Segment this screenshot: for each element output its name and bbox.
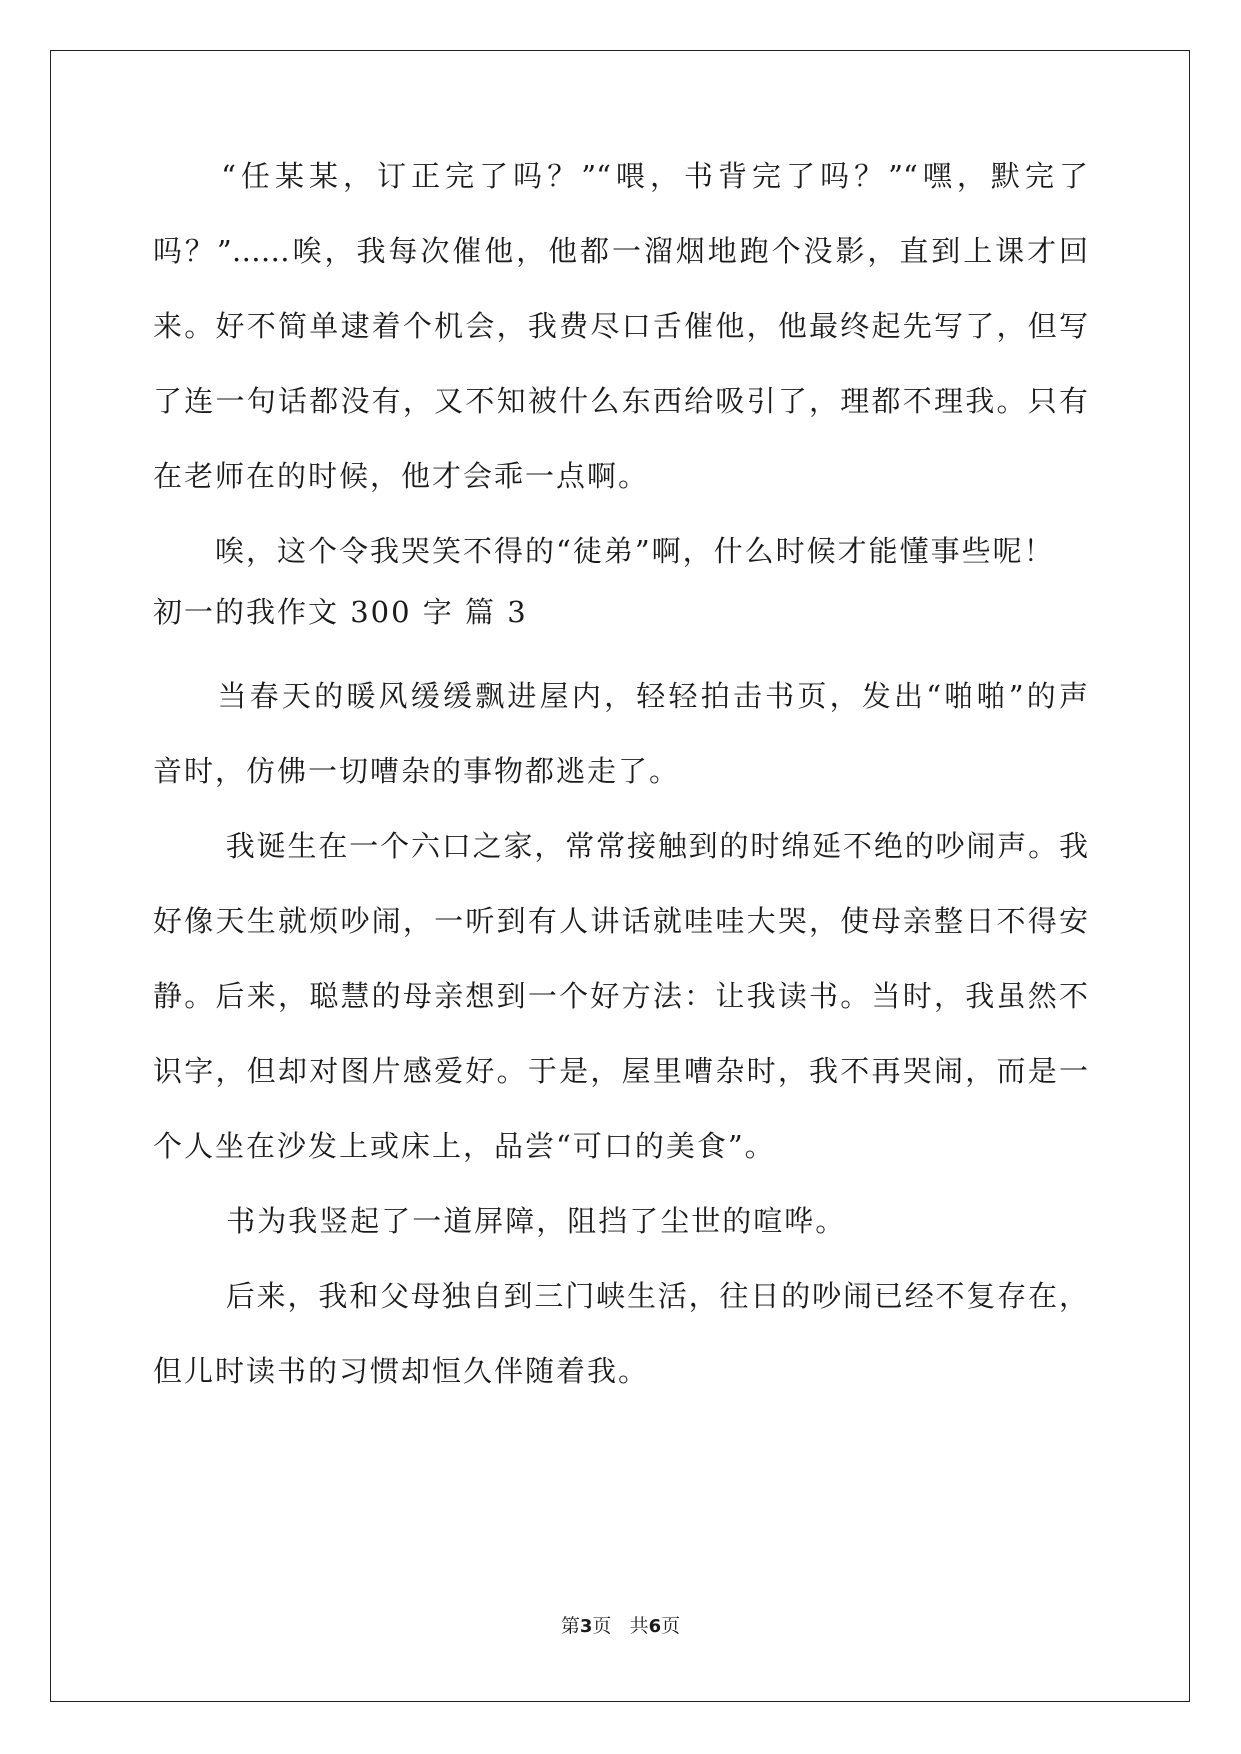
text-line: 静。后来，聪慧的母亲想到一个好方法：让我读书。当时，我虽然不: [153, 979, 1088, 1013]
text-line: 吗？”……唉，我每次催他，他都一溜烟地跑个没影，直到上课才回: [153, 234, 1088, 268]
page-prefix: 第: [560, 1615, 580, 1637]
page-frame: [50, 50, 1190, 1702]
text-line: 来。好不简单逮着个机会，我费尽口舌催他，他最终起先写了，但写: [153, 309, 1088, 343]
text-line: 后来，我和父母独自到三门峡生活，往日的吵闹已经不复存在，: [153, 1279, 1088, 1313]
page-footer: [0, 1614, 1241, 1639]
text-line: 书为我竖起了一道屏障，阻挡了尘世的喧哗。: [153, 1204, 847, 1238]
total-suffix: 页: [661, 1615, 681, 1637]
text-line: 当春天的暖风缓缓飘进屋内，轻轻拍击书页，发出“啪啪”的声: [153, 679, 1088, 713]
text-line: 了连一句话都没有，又不知被什么东西给吸引了，理都不理我。只有: [153, 384, 1088, 418]
text-line: 音时，仿佛一切嘈杂的事物都逃走了。: [153, 754, 681, 788]
text-line: 个人坐在沙发上或床上，品尝“可口的美食”。: [153, 1129, 776, 1163]
page-suffix: 页: [592, 1615, 612, 1637]
text-line: “任某某，订正完了吗？”“喂，书背完了吗？”“嘿，默完了: [153, 159, 1088, 193]
section-heading: 初一的我作文 300 字 篇 3: [153, 595, 528, 629]
page-total: 6: [648, 1616, 662, 1637]
text-line: 我诞生在一个六口之家，常常接触到的时绵延不绝的吵闹声。我: [153, 829, 1088, 863]
text-line: 但儿时读书的习惯却恒久伴随着我。: [153, 1354, 650, 1388]
text-line: 在老师在的时候，他才会乖一点啊。: [153, 459, 650, 493]
text-line: 好像天生就烦吵闹，一听到有人讲话就哇哇大哭，使母亲整日不得安: [153, 904, 1088, 938]
text-line: 唉，这个令我哭笑不得的“徒弟”啊，什么时候才能懂事些呢！: [153, 534, 1055, 568]
page-current: 3: [579, 1616, 593, 1637]
total-prefix: 共: [629, 1615, 649, 1637]
text-line: 识字，但却对图片感爱好。于是，屋里嘈杂时，我不再哭闹，而是一: [153, 1054, 1088, 1088]
